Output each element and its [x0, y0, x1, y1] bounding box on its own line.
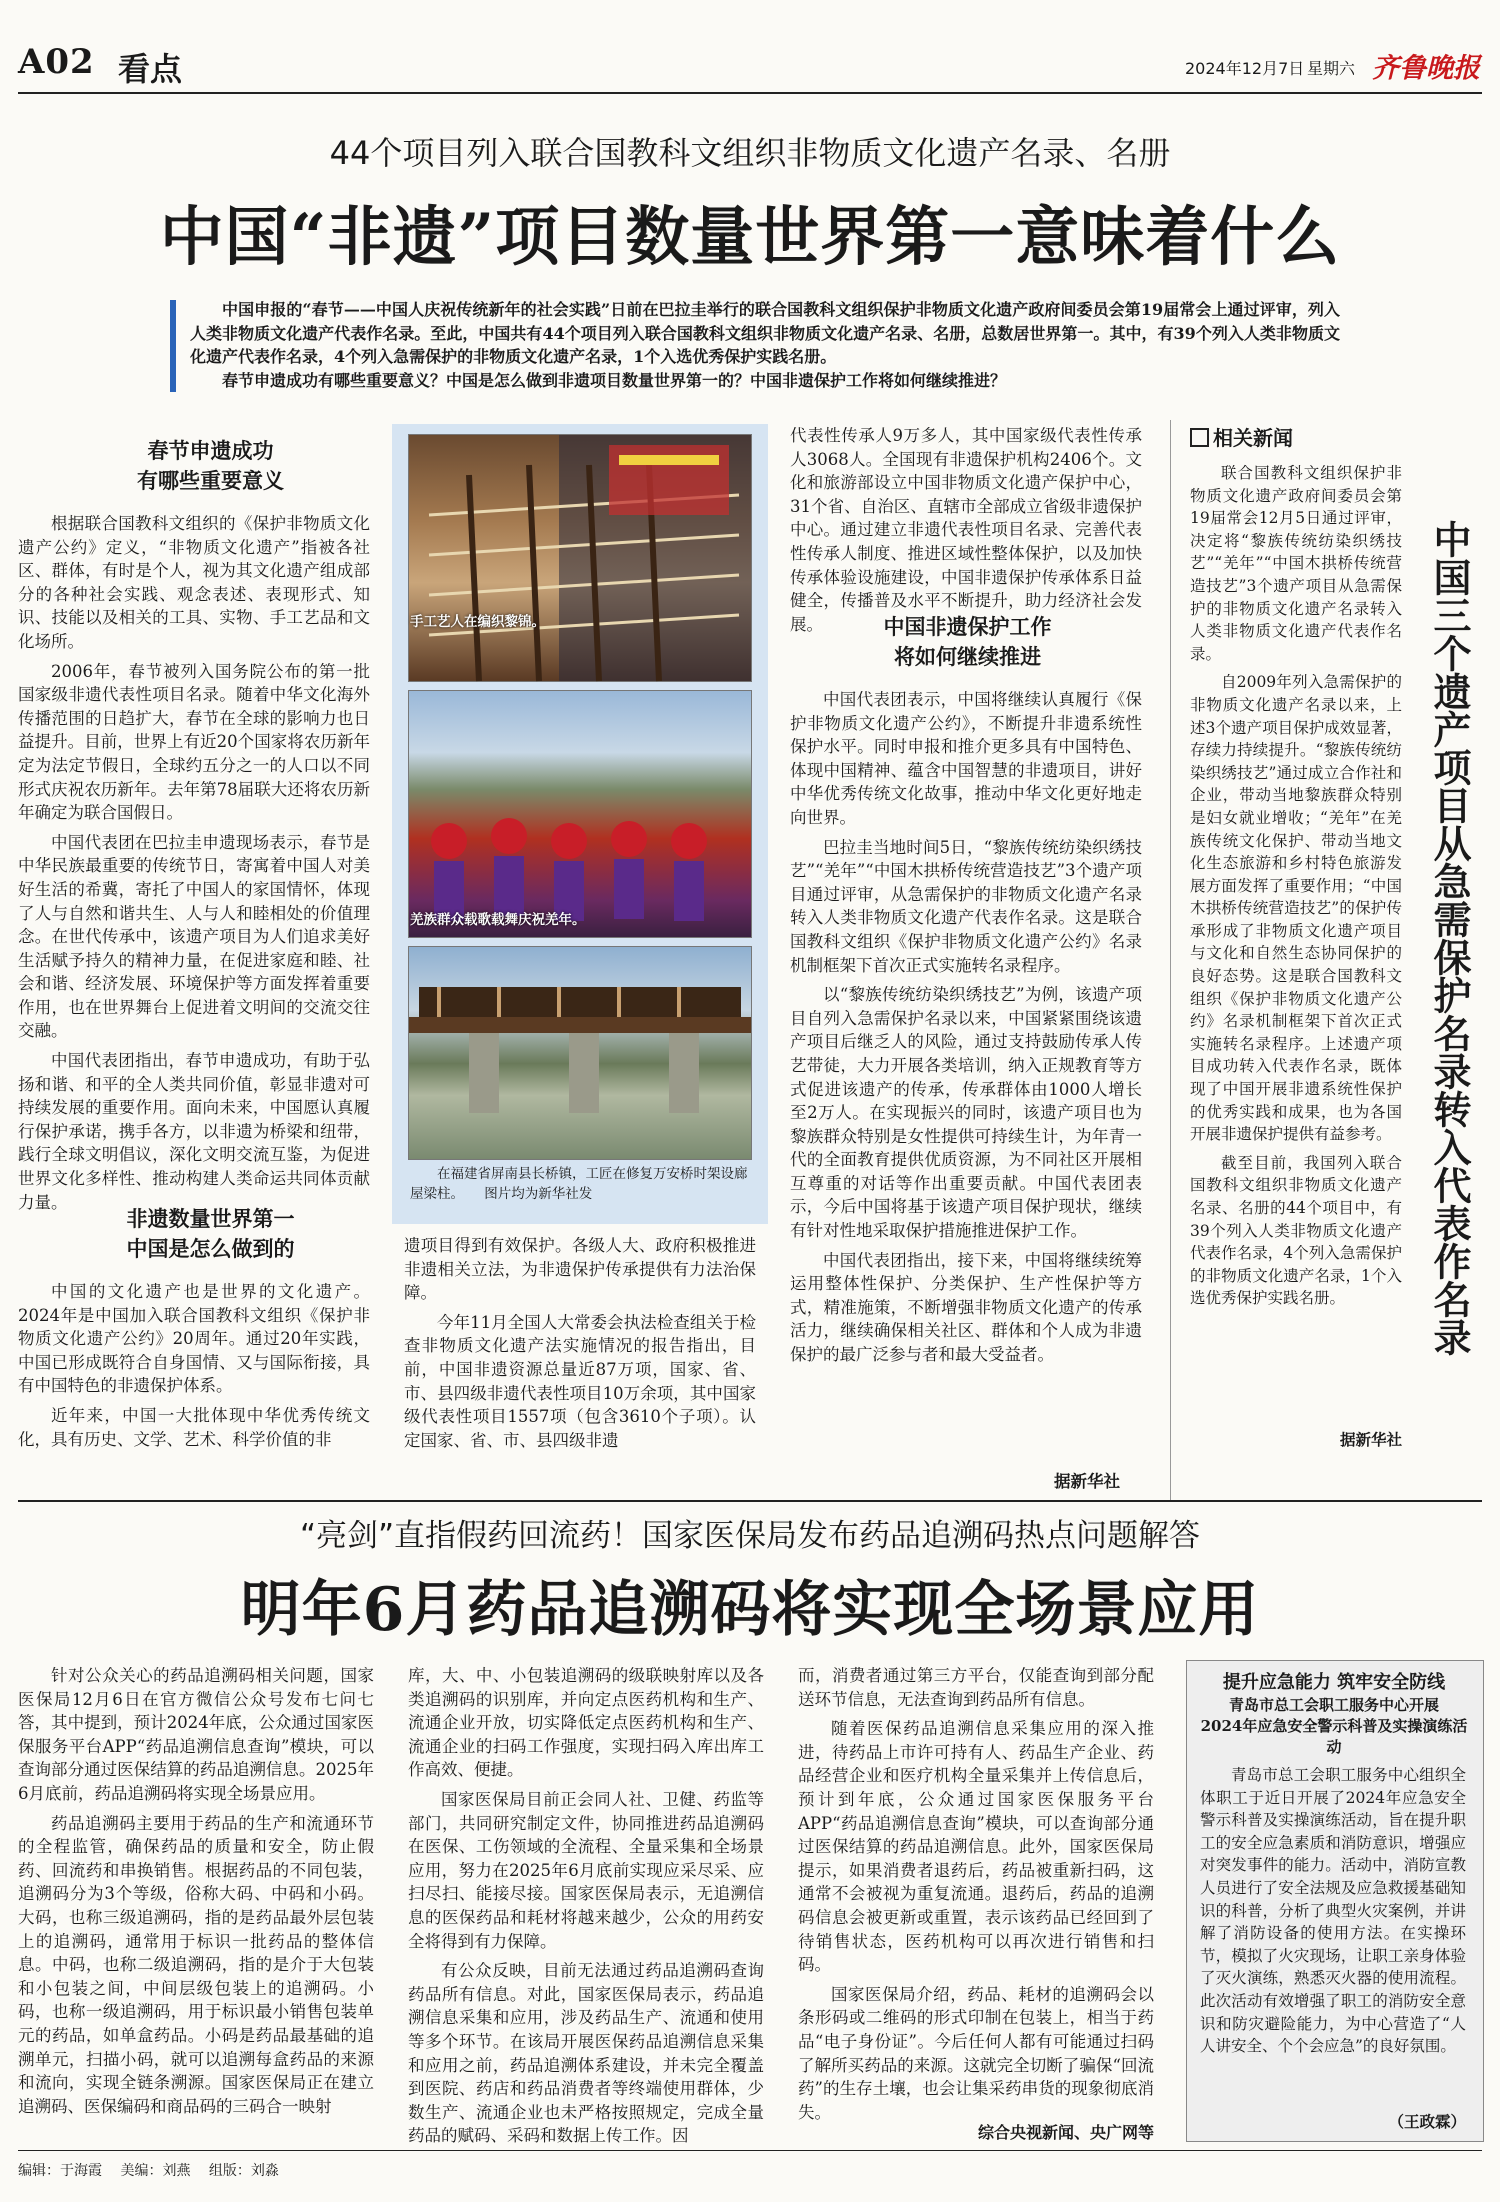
- sidebar1-body: 联合国教科文组织保护非物质文化遗产政府间委员会第19届常会12月5日通过评审，决定将“黎族传统纺染织绣技艺”“羌年”“中国木拱桥传统营造技艺”3个遗产项目从急需保护的非物质文化遗产名录转入人类非物质文化遗产代表作名录。 自2009年列入急需保护的非物质文化遗产名录以来，上述3个遗产项目保护成效显著，存续力持续提升。“黎族传统纺染织绣技艺”通过成立合作社和企业，带动当地黎族群众特别是妇女就业增收；“羌年”在羌族传统文化保护、带动当地文化生态旅游和乡村特色旅游发展方面发挥了重要作用；“中国木拱桥传统营造技艺”的保护传承形成了非物质文化遗产项目与文化和自然生态协同保护的良好态势。这是联合国教科文组织《保护非物质文化遗产公约》名录机制框架下首次正式实施转名录程序。上述遗产项目成功转入代表作名录，既体现了中国开展非遗系统性保护的优秀实践和成果，也为各国开展非遗保护提供有益参考。 截至目前，我国列入联合国教科文组织非物质文化遗产名录、名册的44个项目中，有39个列入人类非物质文化遗产代表作名录，4个列入急需保护的非物质文化遗产名录，1个入选优秀保护实践名册。: [1190, 464, 1402, 1308]
- dancers-graphic: [409, 691, 751, 937]
- editor-credit: 编辑：于海霞: [18, 2163, 102, 2179]
- sidebar1-vertical-title: 中国三个遗产项目从急需保护名录转入代表作名录: [1427, 520, 1472, 1356]
- paper-logo: 齐鲁晚报: [1372, 53, 1480, 84]
- article2-col1: 针对公众关心的药品追溯码相关问题，国家医保局12月6日在官方微信公众号发布七问七答，其中提到，预计2024年底，公众通过国家医保服务平台APP“药品追溯信息查询”模块，可以查询部分通过医保结算的药品追溯信息。2025年6月底前，药品追溯码将实现全场景应用。 药品追溯码主要用于药品的生产和流通环节的全程监管，确保药品的质量和安全，防止假药、回流药和串换销售。根据药品的不同包装，追溯码分为3个等级，俗称大码、中码和小码。大码，也称三级追溯码，指的是药品最外层包装上的追溯码，通常用于标识一批药品的整体信息。中码，也称二级追溯码，指的是介于大包装和小包装之间，中间层级包装上的追溯码。小码，也称一级追溯码，用于标识最小销售包装单元的药品，如单盒药品。小码是药品最基础的追溯单元，扫描小码，就可以追溯每盒药品的来源和流向，实现全链条溯源。国家医保局正在建立追溯码、医保编码和商品码的三码合一映射: [18, 1666, 374, 2116]
- art-editor-credit: 美编：刘燕: [120, 2163, 191, 2179]
- article1-kicker: 44个项目列入联合国教科文组织非物质文化遗产名录、名册: [329, 134, 1171, 172]
- tag-box-icon: [1190, 428, 1209, 447]
- photo-weaving: [408, 434, 752, 682]
- sidebar1-tag: 相关新闻: [1190, 422, 1293, 451]
- article1-headline: 中国“非遗”项目数量世界第一意味着什么: [159, 200, 1341, 275]
- caption-bridge: 在福建省屏南县长桥镇，工匠在修复万安桥时架设廊屋梁柱。 图片均为新华社发: [410, 1166, 748, 1202]
- sidebar2-headline: 提升应急能力 筑牢安全防线: [1222, 1672, 1446, 1693]
- article1-col3b: 中国代表团表示，中国将继续认真履行《保护非物质文化遗产公约》，不断提升非遗系统性保护水平。同时申报和推介更多具有中国特色、体现中国精神、蕴含中国智慧的非遗项目，讲好中华优秀传统文化故事，推动中华文化更好地走向世界。 巴拉圭当地时间5日，“黎族传统纺染织绣技艺”“羌年”“中国木拱桥传统营造技艺”3个遗产项目通过评审，从急需保护的非物质文化遗产名录转入人类非物质文化遗产代表作名录。这是联合国教科文组织《保护非物质文化遗产公约》名录机制框架下首次正式实施转名录程序。 以“黎族传统纺染织绣技艺”为例，该遗产项目自列入急需保护名录以来，中国紧紧围绕该遗产项目后继乏人的风险，通过支持鼓励传承人传艺带徒，大力开展各类培训，纳入正规教育等方式促进该遗产的传承，传承群体由1000人增长至2万人。在实现振兴的同时，该遗产项目也为黎族群众特别是女性提供可持续生计，为年青一代的全面教育提供优质资源，为不同社区开展相互尊重的对话等作出重要贡献。中国代表团表示，今后中国将基于该遗产项目保护现状，继续有针对性地采取保护措施推进保护工作。 中国代表团指出，接下来，中国将继续统筹运用整体性保护、分类保护、生产性保护等方式，精准施策，不断增强非物质文化遗产的传承活力，继续确保相关社区、群体和个人成为非遗保护的最广泛参与者和最大受益者。: [790, 690, 1142, 1365]
- lead-para-2: 春节申遗成功有哪些重要意义？中国是怎么做到非遗项目数量世界第一的？中国非遗保护工作将如何继续推进？: [222, 370, 1007, 390]
- article2-col3: 而，消费者通过第三方平台，仅能查询到部分配送环节信息，无法查询到药品所有信息。 随着医保药品追溯信息采集应用的深入推进，待药品上市许可持有人、药品生产企业、药品经营企业和医疗机构全量采集并上传信息后，预计到年底，公众通过国家医保服务平台APP“药品追溯信息查询”模块，可以查询部分通过医保结算的药品追溯信息。此外，国家医保局提示，如果消费者退药后，药品被重新扫码，这通常不会被视为重复流通。退药后，药品的追溯码信息会被更新或重置，表示该药品已经回到了待销售状态，医药机构可以再次进行销售和扫码。 国家医保局介绍，药品、耗材的追溯码会以条形码或二维码的形式印制在包装上，相当于药品“电子身份证”。今后任何人都有可能通过扫码了解所买药品的来源。这就完全切断了骗保“回流药”的生存土壤，也会让集采药串货的现象彻底消失。: [798, 1666, 1154, 2122]
- article1-lead: [190, 298, 1340, 392]
- footer-rule: [18, 2150, 1482, 2151]
- article1-col2: 遗项目得到有效保护。各级人大、政府积极推进非遗相关立法，为非遗保护传承提供有力法治保障。 今年11月全国人大常委会执法检查组关于检查非物质文化遗产法实施情况的报告指出，目前，中国非遗资源总量近87万项，国家、省、市、县四级非遗代表性项目10万余项，其中国家级代表性项目1557项（包含3610个子项）。认定国家、省、市、县四级非遗: [404, 1236, 756, 1450]
- article1-col1: 根据联合国教科文组织的《保护非物质文化遗产公约》定义，“非物质文化遗产”指被各社区、群体，有时是个人，视为其文化遗产组成部分的各种社会实践、观念表述、表现形式、知识、技能以及相关的工具、实物、手工艺品和文化场所。 2006年，春节被列入国务院公布的第一批国家级非遗代表性项目名录。随着中华文化海外传播范围的日趋扩大，春节在全球的影响力也日益提升。目前，世界上有近20个国家将农历新年定为法定节假日，全球约五分之一的人口以不同形式庆祝农历新年。去年第78届联大还将农历新年确定为联合国假日。 中国代表团在巴拉圭申遗现场表示，春节是中华民族最重要的传统节日，寄寓着中国人对美好生活的希冀，寄托了中国人的家国情怀，体现了人与自然和谐共生、人与人和睦相处的价值理念。在世代传承中，该遗产项目为人们追求美好生活赋予持久的精神力量，在促进家庭和睦、社会和谐、经济发展、环境保护等方面发挥着重要作用，也在世界舞台上促进着文明间的交流交往交融。 中国代表团指出，春节申遗成功，有助于弘扬和谐、和平的全人类共同价值，彰显非遗对可持续发展的重要作用。面向未来，中国愿认真履行保护承诺，携手各方，以非遗为桥梁和纽带，践行全球文明倡议，深化文明交流互鉴，为促进世界文化多样性、推动构建人类命运共同体贡献力量。: [18, 514, 370, 1212]
- article2-byline: 综合央视新闻、央广网等: [977, 2123, 1154, 2142]
- page-number: A02: [18, 42, 95, 82]
- sidebar2-subhead-2: 2024年应急安全警示科普及实操演练活动: [1200, 1717, 1468, 1756]
- section-divider: [18, 1500, 1482, 1502]
- article2-col2: 库，大、中、小包装追溯码的级联映射库以及各类追溯码的识别库，并向定点医药机构和生产、流通企业开放，切实降低定点医药机构和生产、流通企业的扫码工作强度，实现扫码入库出库工作高效、便捷。 国家医保局目前正会同人社、卫健、药监等部门，共同研究制定文件，协同推进药品追溯码在医保、工伤领域的全流程、全量采集和全场景应用，努力在2025年6月底前实现应采尽采、应扫尽扫、能接尽接。国家医保局表示，无追溯信息的医保药品和耗材将越来越少，公众的用药安全将得到有力保障。 有公众反映，目前无法通过药品追溯码查询药品所有信息。对此，国家医保局表示，药品追溯信息采集和应用，涉及药品生产、流通和使用等多个环节。在该局开展医保药品追溯信息采集和应用之前，药品追溯体系建设，并未完全覆盖到医院、药店和药品消费者等终端使用群体，少数生产、流通企业也未严格按照规定，完成全量药品的赋码、采码和数据上传工作。因: [408, 1666, 764, 2146]
- article1-col3: 代表性传承人9万多人，其中国家级代表性传承人3068人。全国现有非遗保护机构2406个。文化和旅游部设立中国非物质文化遗产保护中心，31个省、自治区、直辖市全部成立省级非遗保护中心。通过建立非遗代表性项目名录、完善代表性传承人制度、推进区域性整体保护，以及加快传承体验设施建设，中国非遗保护传承体系日益健全，传播普及水平不断提升，助力经济社会发展。: [790, 426, 1142, 634]
- lead-accent-bar: [170, 300, 176, 392]
- article1-byline: 据新华社: [1054, 1472, 1120, 1491]
- caption-qiang: 羌族群众载歌载舞庆祝羌年。: [410, 912, 586, 928]
- photo-qiang-new-year: [408, 690, 752, 938]
- article1-col1b: 中国的文化遗产也是世界的文化遗产。2024年是中国加入联合国教科文组织《保护非物质文化遗产公约》20周年。通过20年实践，中国已形成既符合自身国情、又与国际衔接，具有中国特色的非遗保护体系。 近年来，中国一大批体现中华优秀传统文化，具有历史、文学、艺术、科学价值的非: [18, 1282, 370, 1449]
- sidebar2-body: 青岛市总工会职工服务中心组织全体职工于近日开展了2024年应急安全警示科普及实操演练活动，旨在提升职工的安全应急素质和消防意识，增强应对突发事件的能力。活动中，消防宣教人员进行了安全法规及应急救援基础知识的科普，分析了典型火灾案例，并讲解了消防设备的使用方法。在实操环节，模拟了火灾现场，让职工亲身体验了灭火演练，熟悉灭火器的使用流程。此次活动有效增强了职工的消防安全意识和防灾避险能力，为中心营造了“人人讲安全、个个会应急”的良好氛围。: [1200, 1766, 1466, 2056]
- article2-kicker: “亮剑”直指假药回流药！国家医保局发布药品追溯码热点问题解答: [299, 1518, 1201, 1554]
- sidebar2-subhead-1: 青岛市总工会职工服务中心开展: [1228, 1696, 1439, 1714]
- sidebar2-byline: （王政霖）: [1388, 2112, 1466, 2131]
- subhead-number-one: 非遗数量世界第一 中国是怎么做到的: [126, 1206, 295, 1261]
- weaving-graphic: [409, 435, 751, 681]
- masthead-rule: [18, 92, 1482, 94]
- bridge-graphic: [409, 947, 751, 1159]
- lead-para-1: 中国申报的“春节——中国人庆祝传统新年的社会实践”日前在巴拉圭举行的联合国教科文组织保护非物质文化遗产政府间委员会第19届常会上通过评审，列入人类非物质文化遗产代表作名录。至此，中国共有44个项目列入联合国教科文组织非物质文化遗产名录、名册，总数居世界第一。其中，有39个列入人类非物质文化遗产代表作名录，4个列入急需保护的非物质文化遗产名录，1个入选优秀保护实践名册。: [190, 300, 1340, 366]
- subhead-spring-festival: 春节申遗成功 有哪些重要意义: [137, 438, 284, 493]
- footer-credits: [18, 2160, 279, 2180]
- sidebar1-divider: [1170, 420, 1171, 1500]
- photo-bridge: [408, 946, 752, 1160]
- issue-weekday: 星期六: [1307, 59, 1356, 78]
- caption-weaving: 手工艺人在编织黎锦。: [410, 614, 545, 630]
- sidebar1-byline: 据新华社: [1339, 1430, 1402, 1449]
- section-name: 看点: [118, 50, 183, 88]
- subhead-continue: 中国非遗保护工作 将如何继续推进: [883, 614, 1052, 669]
- issue-date: 2024年12月7日: [1185, 59, 1305, 78]
- article2-headline: 明年6月药品追溯码将实现全场景应用: [240, 1575, 1260, 1645]
- layout-editor-credit: 组版：刘淼: [208, 2163, 279, 2179]
